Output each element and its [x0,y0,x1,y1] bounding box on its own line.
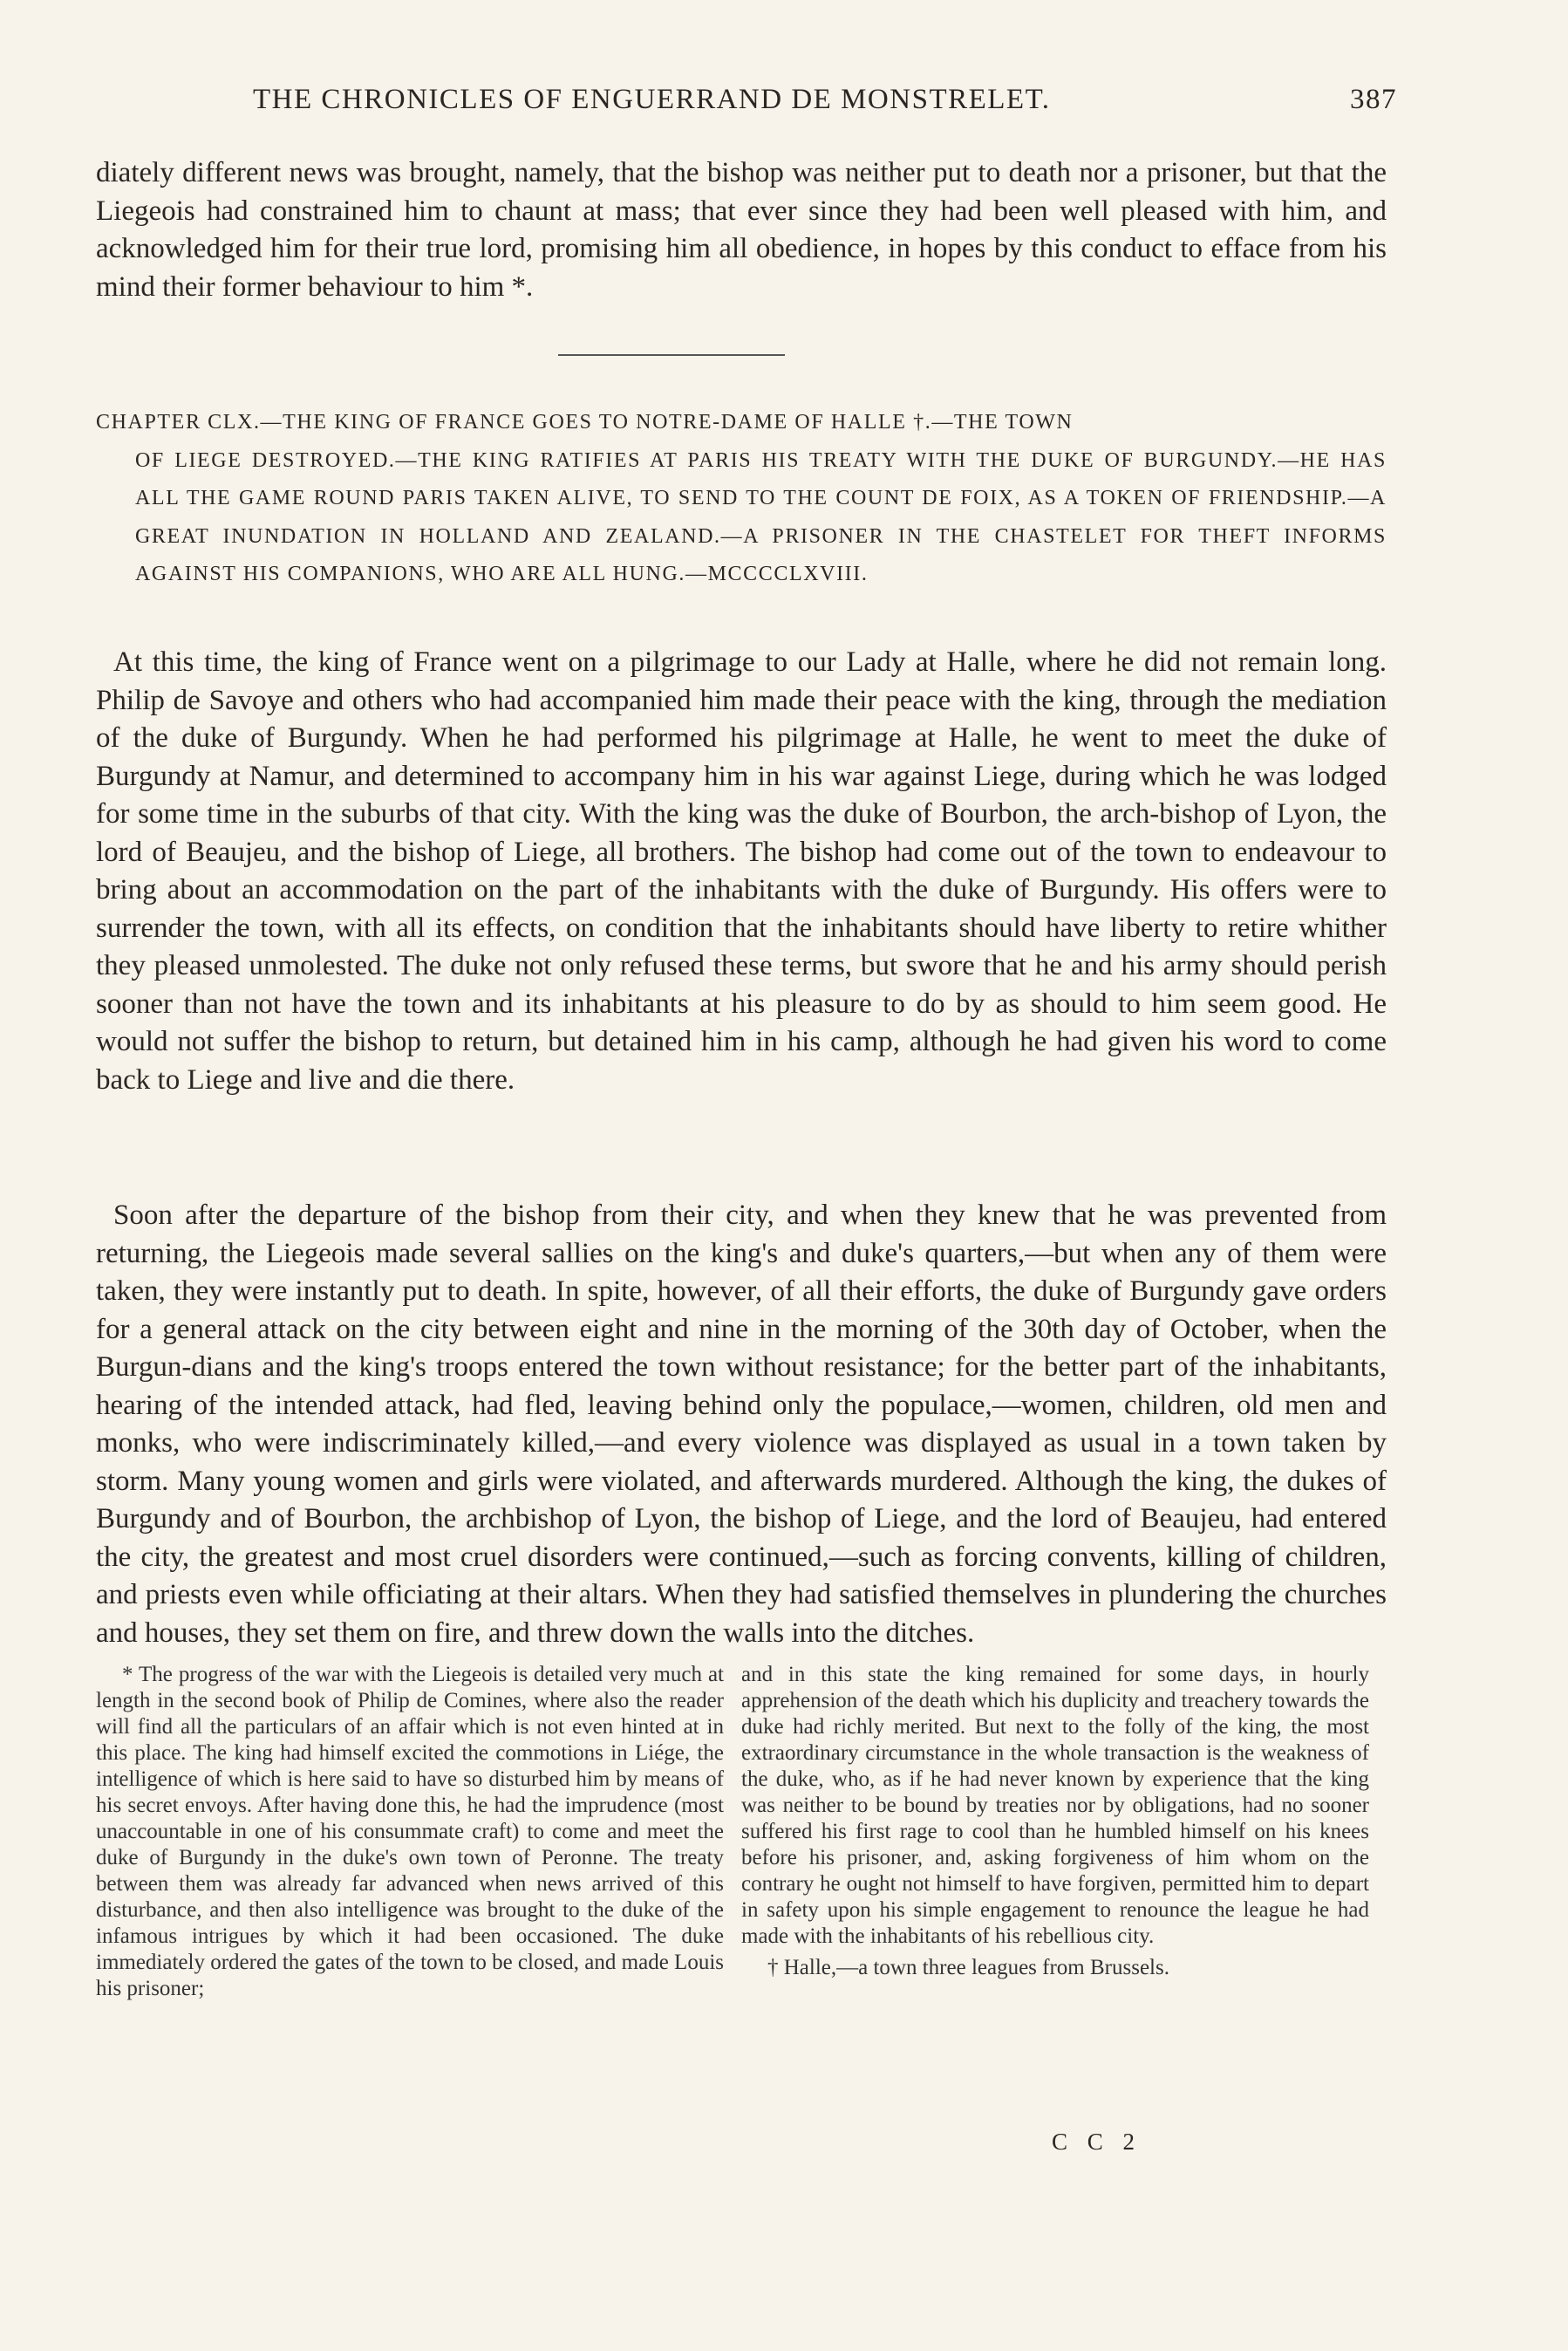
signature-mark: C C 2 [1052,2129,1142,2155]
page-number: 387 [1350,84,1397,115]
footnote-dagger: † Halle,—a town three leagues from Brussels. [767,1956,1169,1979]
section-divider [558,354,785,356]
paragraph-pilgrimage: At this time, the king of France went on a pilgrimage to our Lady at Halle, where he did not remain long. Philip de Savoye and others who had accompanied him made their peace with the king, through the mediation of the duke of Burgundy. When he had performed his pilgrimage at Halle, he went to meet the duke of Burgundy at Namur, and determined to accompany him in his war against Liege, during which he was lodged for some time in the suburbs of that city. With the king was the duke of Bourbon, the arch-bishop of Lyon, the lord of Beaujeu, and the bishop of Liege, all brothers. The bishop had come out of the town to endeavour to bring about an accommodation on the part of the inhabitants with the duke of Burgundy. His offers were to surrender the town, with all its effects, on condition that the inhabitants should have liberty to retire whither they pleased unmolested. The duke not only refused these terms, but swore that he and his army should perish sooner than not have the town and its inhabitants at his pleasure to do by as should to him seem good. He would not suffer the bishop to return, but detained him in his camp, although he had given his word to come back to Liege and live and die there. [96,646,1387,1096]
footnote-continuation: and in this state the king remained for some days, in hourly apprehension of the death which his duplicity and treachery towards the duke had richly merited. But next to the folly of the king, the most extraordinary circumstance in the whole transaction is the weakness of the duke, who, as if he had never known by experience that the king was neither to be bound by treaties nor by obligations, had no sooner suffered his first rage to cool than he humbled himself on his knees before his prisoner, and, asking forgiveness of him whom on the contrary he ought not himself to have forgiven, permitted him to depart in safety upon his simple engagement to renounce the league he had made with the inhabitants of his rebellious city. [741,1663,1369,1948]
paragraph-siege: Soon after the departure of the bishop from their city, and when they knew that he was prevented from returning, the Liegeois made several sallies on the king's and duke's quarters,—but when any of them were taken, they were instantly put to death. In spite, however, of all their efforts, the duke of Burgundy gave orders for a general attack on the city between eight and nine in the morning of the 30th day of October, when the Burgun-dians and the king's troops entered the town without resistance; for the better part of the inhabitants, hearing of the intended attack, had fled, leaving behind only the populace,—women, children, old men and monks, who were indiscriminately killed,—and every violence was displayed as usual in a town taken by storm. Many young women and girls were violated, and afterwards murdered. Although the king, the dukes of Burgundy and of Bourbon, the archbishop of Lyon, the bishop of Liege, and the lord of Beaujeu, had entered the city, the greatest and most cruel disorders were continued,—such as forcing convents, killing of children, and priests even while officiating at their altars. When they had satisfied themselves in plundering the churches and houses, they set them on fire, and threw down the walls into the ditches. [96,1199,1387,1649]
running-title: THE CHRONICLES OF ENGUERRAND DE MONSTRELET. [253,84,1051,115]
chapter-heading-rest: OF LIEGE DESTROYED.—THE KING RATIFIES AT PARIS HIS TREATY WITH THE DUKE OF BURGUNDY.—HE HAS ALL THE GAME ROUND PARIS TAKEN ALIVE, TO SEND TO THE COUNT DE FOIX, AS A TOKEN OF FRIENDSHIP.—A GREAT INUNDATION IN HOLLAND AND ZEALAND.—A PRISONER IN THE CHASTELET FOR THEFT INFORMS AGAINST HIS COMPANIONS, WHO ARE ALL HUNG.—MCCCCLXVIII. [135,448,1387,585]
chapter-heading [96,404,1387,594]
footnote-left-column: * The progress of the war with the Liegeois is detailed very much at length in the second book of Philip de Comines, where also the reader will find all the particulars of an affair which is not even hinted at in this place. The king had himself excited the commotions in Liége, the intelligence of which is here said to have so disturbed him by means of his secret envoys. After having done this, he had the imprudence (most unaccountable in one of his consummate craft) to come and meet the duke of Burgundy in the duke's own town of Peronne. The treaty between them was already far advanced when news arrived of this disturbance, and then also intelligence was brought to the duke of the infamous intrigues by which it had been occasioned. The duke immediately ordered the gates of the town to be closed, and made Louis his prisoner; [96,1663,724,2000]
footnote-right-column [741,1662,1369,1981]
chapter-heading-first-line: CHAPTER CLX.—THE KING OF FRANCE GOES TO NOTRE-DAME OF HALLE †.—THE TOWN [96,411,1074,434]
paragraph-continuation: diately different news was brought, namely, that the bishop was neither put to death nor a prisoner, but that the Liegeois had constrained him to chaunt at mass; that ever since they had been well pleased with him, and acknowledged him for their true lord, promising him all obedience, in hopes by this conduct to efface from his mind their former behaviour to him *. [96,157,1387,303]
